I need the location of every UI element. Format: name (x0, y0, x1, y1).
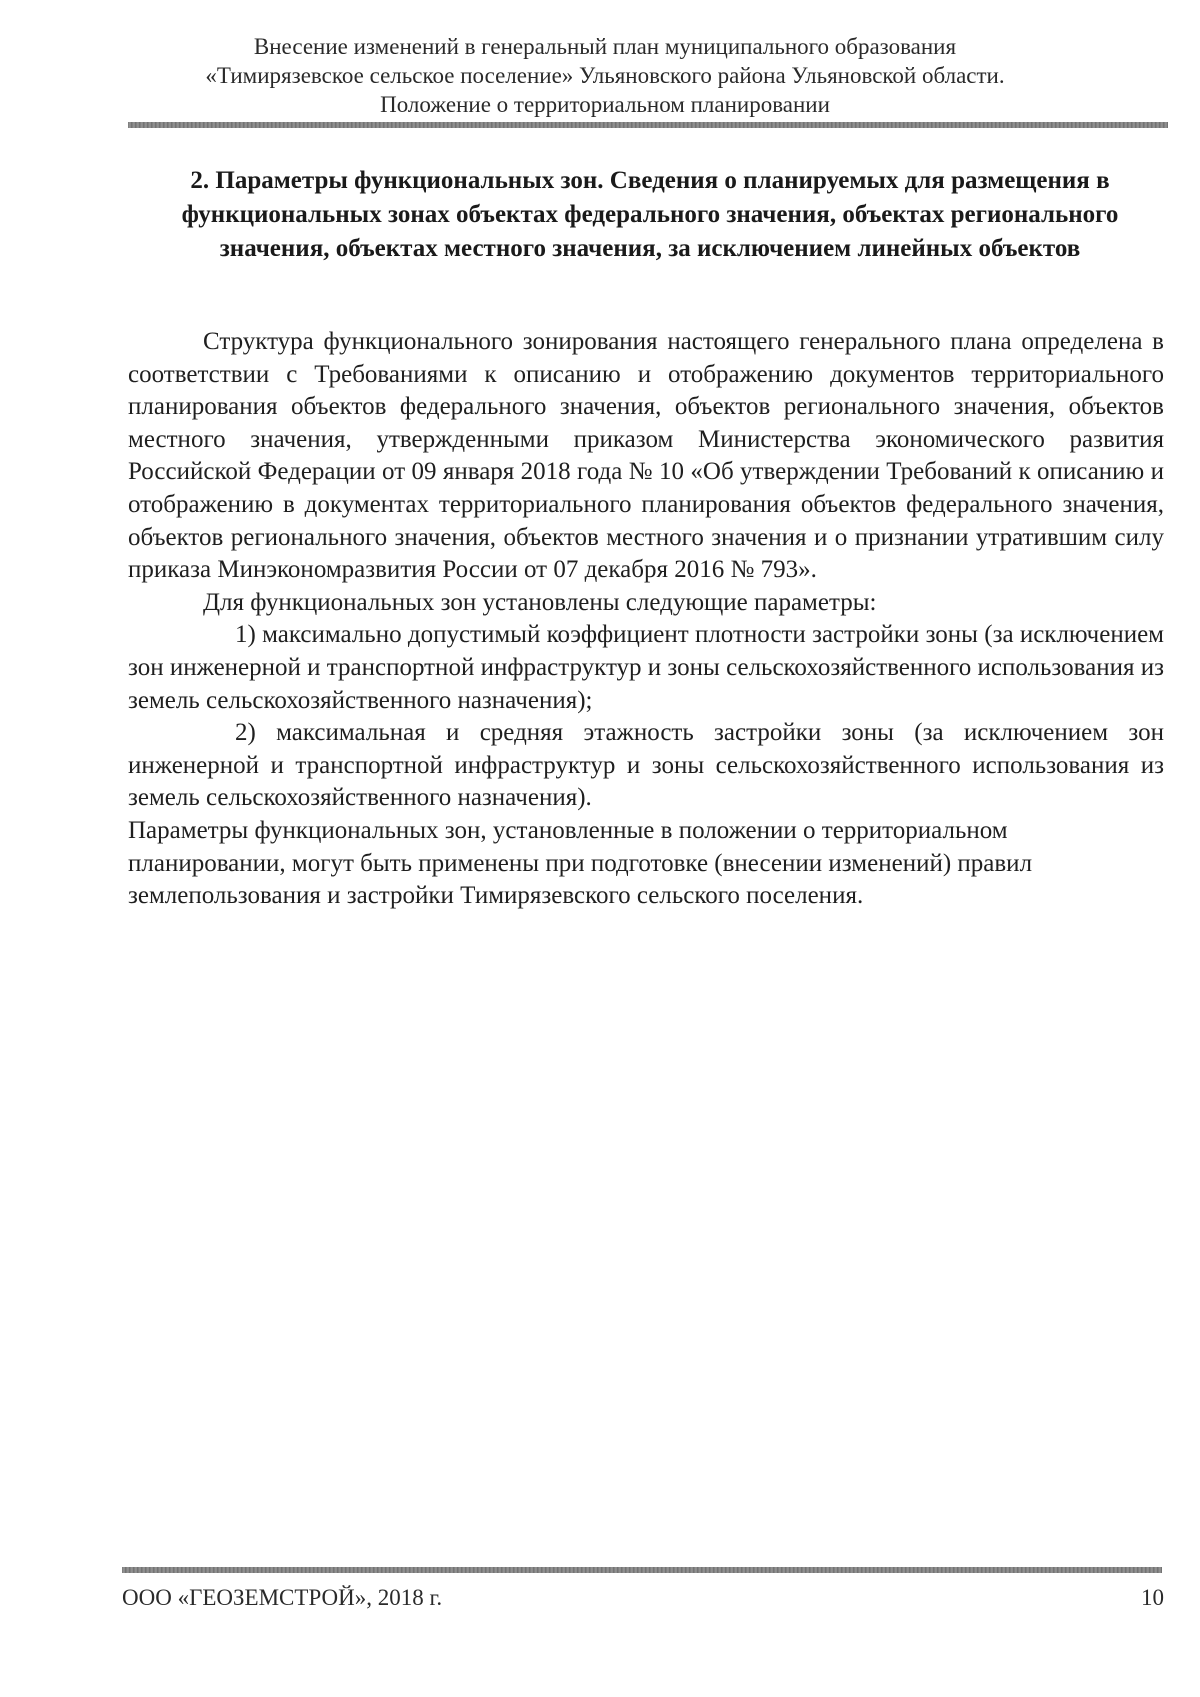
footer-divider (122, 1567, 1162, 1573)
header-divider (128, 122, 1168, 128)
paragraph: Параметры функциональных зон, установленные в положении о территориальном планировании, могут быть применены при подготовке (внесении изменений) правил землепользования и застройки Тимирязевского сельского поселения. (128, 816, 1033, 910)
paragraph: Для функциональных зон установлены следующие параметры: (203, 588, 877, 616)
paragraph: Структура функционального зонирования настоящего генерального плана определена в соответствии с Требованиями к описанию и отображению документов территориального планирования объектов федерального значения, объектов регионального значения, объектов местного значения, утвержденными приказом Министерства экономического развития Российской Федерации от 09 января 2018 года № 10 «Об утверждении Требований к описанию и отображению в документах территориального планирования объектов федерального значения, объектов регионального значения, объектов местного значения и о признании утратившим силу приказа Минэкономразвития России от 07 декабря 2016 № 793». (128, 328, 1164, 584)
header-line-2: «Тимирязевское сельское поселение» Ульяновского района Ульяновской области. (205, 63, 1005, 88)
list-item: 1) максимально допустимый коэффициент плотности застройки зоны (за исключением зон инженерной и транспортной инфраструктур и зоны сельскохозяйственного использования из земель сельскохозяйственного назначения); (128, 621, 1164, 714)
header-line-3: Положение о территориальном планировании (380, 92, 830, 117)
page-header (130, 32, 1080, 119)
body-text (128, 326, 1164, 913)
section-title: 2. Параметры функциональных зон. Сведения о планируемых для размещения в функциональных зонах объектах федерального значения, объектах регионального значения, объектах местного значения, за исключением линейных объектов (181, 167, 1119, 262)
header-line-1: Внесение изменений в генеральный план муниципального образования (253, 34, 957, 59)
page-number: 10 (1141, 1585, 1164, 1610)
footer-company: ООО «ГЕОЗЕМСТРОЙ», 2018 г. (122, 1585, 443, 1610)
list-item: 2) максимальная и средняя этажность застройки зоны (за исключением зон инженерной и транспортной инфраструктур и зоны сельскохозяйственного использования из земель сельскохозяйственного назначения). (128, 719, 1164, 812)
